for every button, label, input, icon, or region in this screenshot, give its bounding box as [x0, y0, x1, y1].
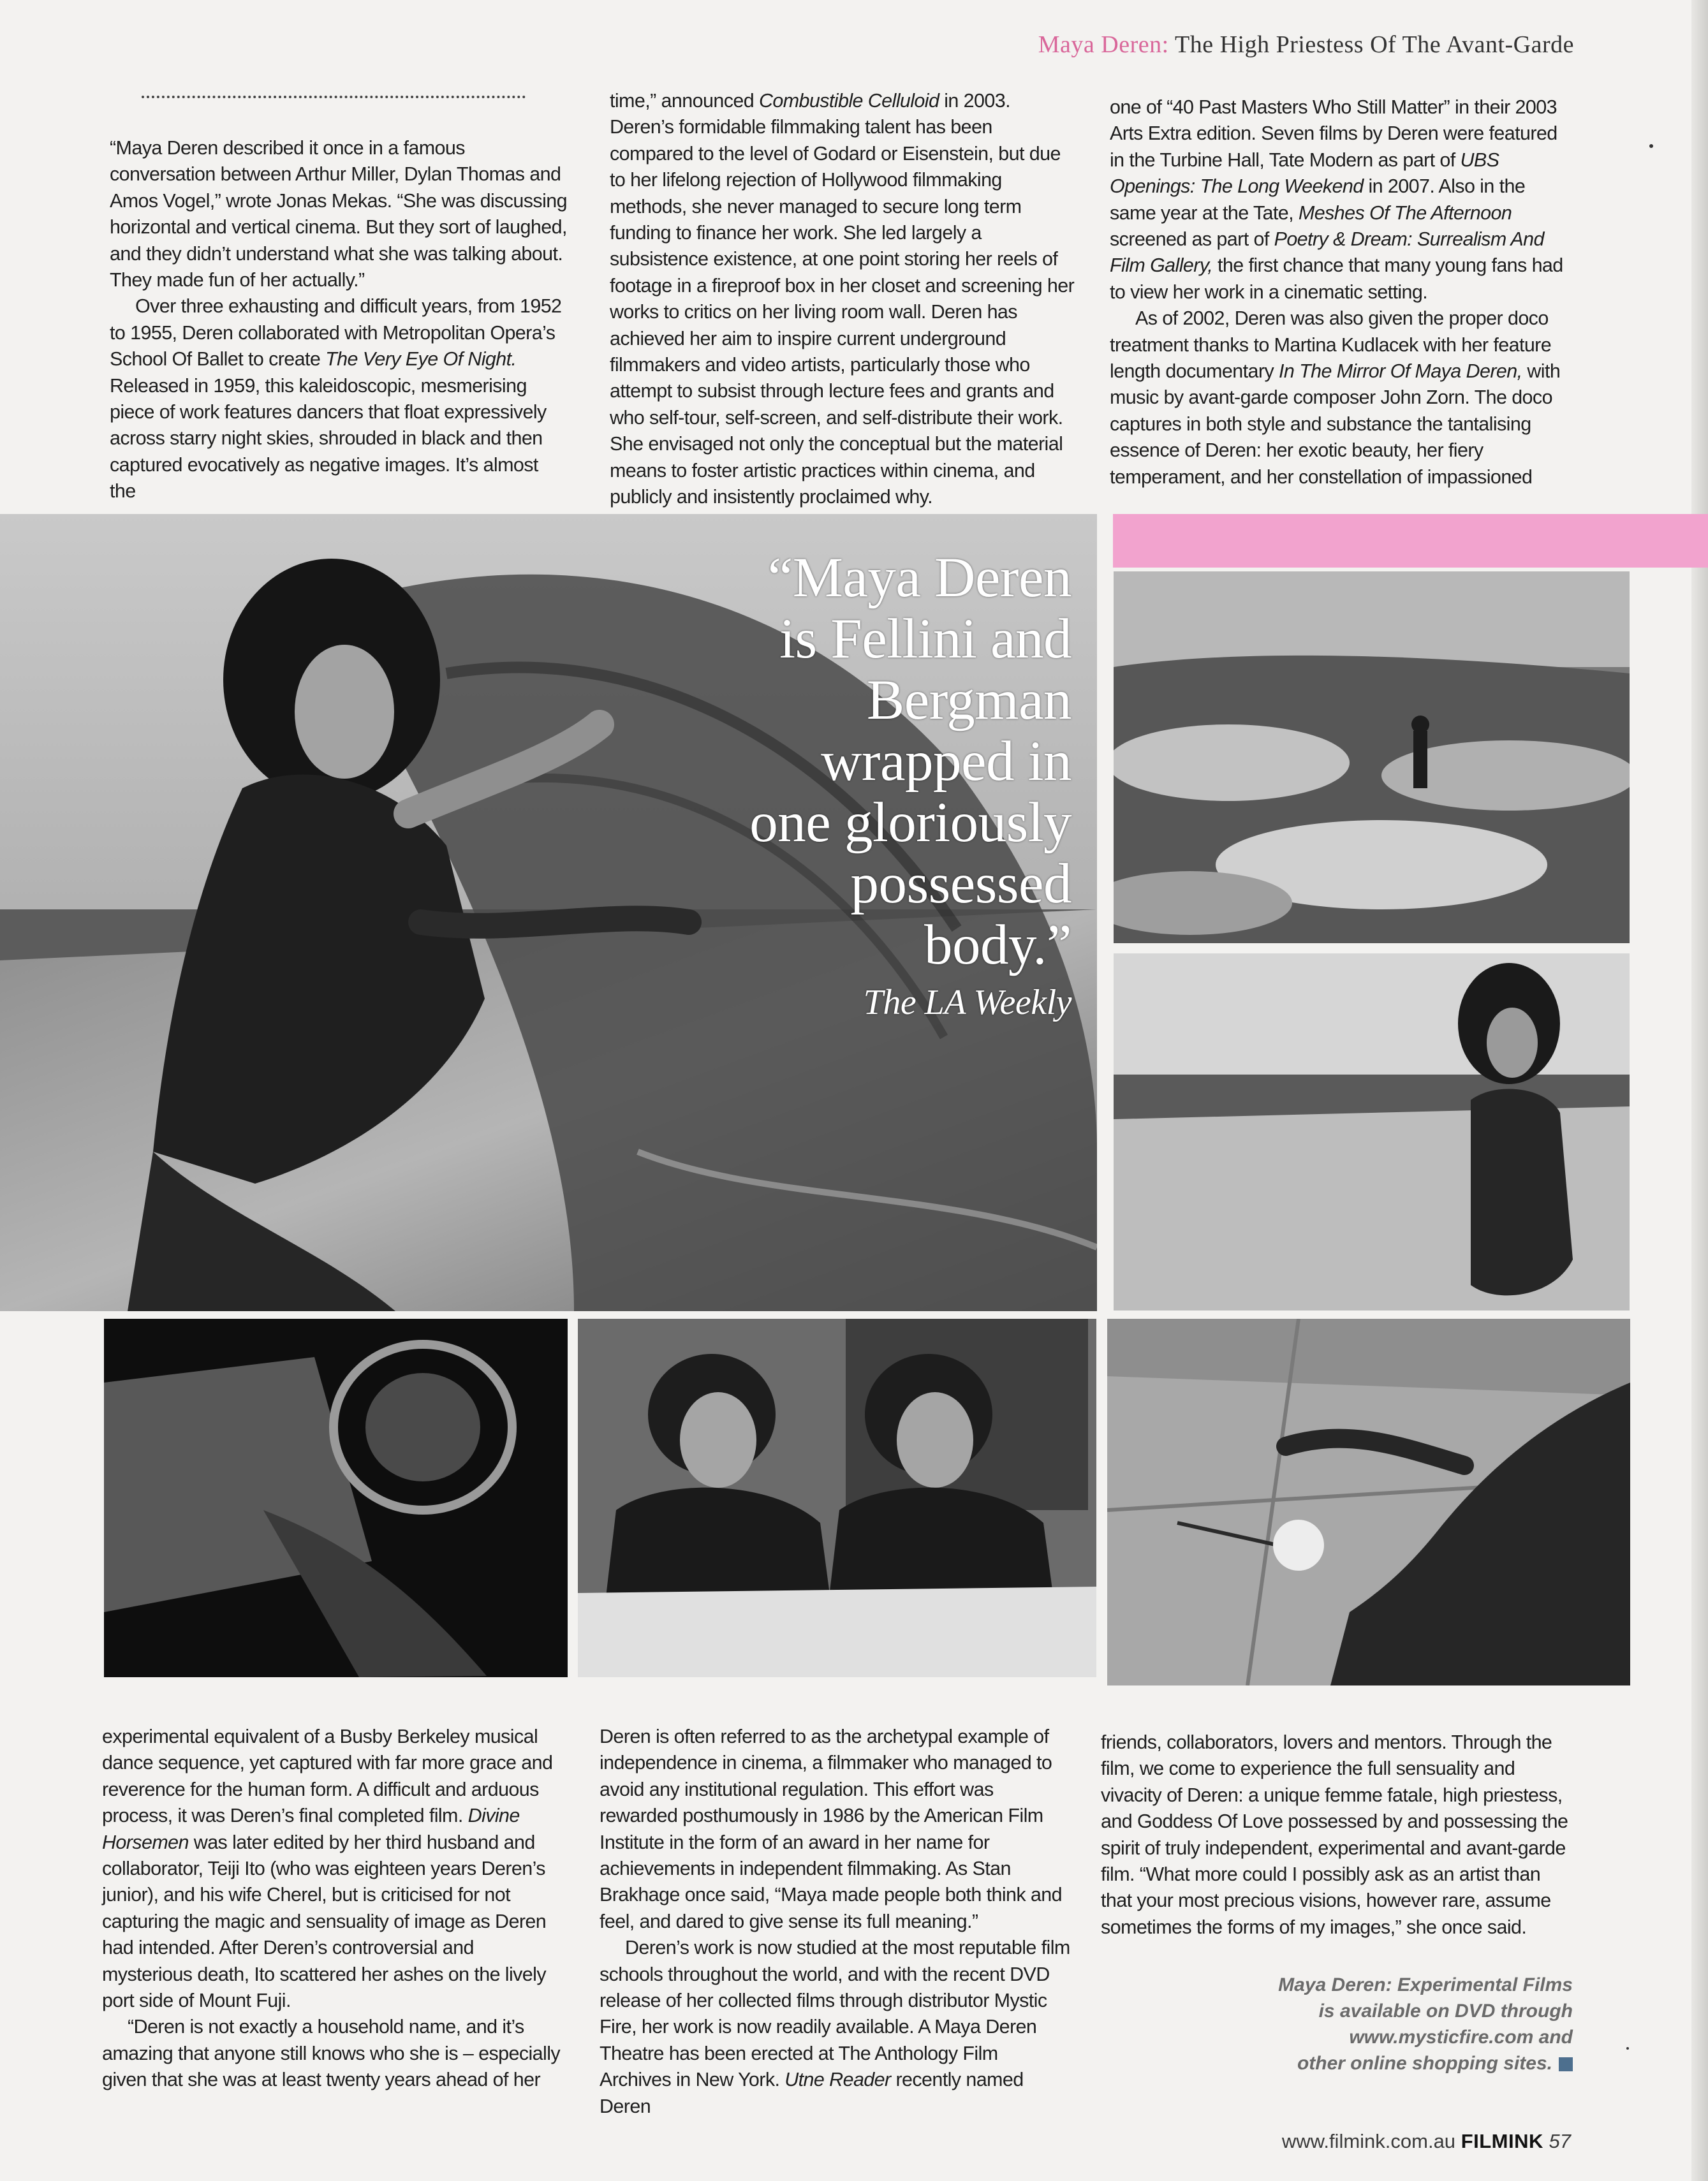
- text-run: “Deren is not exactly a household name, and it’s amazing that anyone still knows who she is – especially given that she was at least twenty years ahead of her: [102, 2016, 561, 2091]
- photo-veiled-figure: [104, 1319, 568, 1677]
- film-title: The Very Eye Of Night.: [325, 348, 517, 371]
- note-line: www.mysticfire.com and: [1349, 2027, 1573, 2048]
- exhibition-title: UBS Openings: The Long Weekend: [1110, 149, 1499, 198]
- text-run: in 2003. Deren’s formidable filmmaking talent has been compared to the level of Godard or Eisenstein, but due to her lifelong rejection of Hollywood filmmaking methods, she never managed to secure long term funding to finance her work. She led largely a subsistence existence, at one point storing her reels of footage in a fireproof box in her closet and screening her works to critics on her living room wall. Deren has achieved her aim to inspire current underground filmmakers and video artists, particularly those who attempt to subsist through lecture fees and grants and who self-tour, self-screen, and self-distribute their work. She envisaged not only the conceptual but the material means to foster artistic practices within cinema, and publicly and insistently proclaimed why.: [610, 90, 1075, 508]
- print-speck: [1649, 144, 1653, 148]
- paragraph: [1110, 94, 1575, 305]
- film-title: In The Mirror Of Maya Deren,: [1278, 360, 1522, 383]
- text-run: experimental equivalent of a Busby Berkeley musical dance sequence, yet captured with far more grace and reverence for the human form. A difficult and arduous process, it was Deren’s final completed film.: [102, 1726, 553, 1827]
- paragraph: [600, 1935, 1071, 2120]
- page-edge: [1691, 0, 1708, 2181]
- dvd-availability-note: [1216, 1972, 1573, 2076]
- film-title: Meshes Of The Afternoon: [1298, 202, 1512, 224]
- text-run: recently named Deren: [600, 2069, 1024, 2117]
- text-run: screened as part of: [1110, 228, 1274, 251]
- text-run: “Maya Deren described it once in a famous conversation between Arthur Miller, Dylan Thomas and Amos Vogel,” wrote Jonas Mekas. “She was discussing horizontal and vertical cinema. But they sort of laughed, and they didn’t understand what she was talking about. They made fun of her actually.”: [110, 137, 567, 291]
- text-run: As of 2002, Deren was also given the proper doco treatment thanks to Martina Kudlacek with her feature length documentary: [1110, 307, 1552, 383]
- quote-line: is Fellini and: [779, 608, 1071, 670]
- quote-line: Bergman: [866, 669, 1071, 731]
- header-name: Maya Deren:: [1038, 31, 1169, 58]
- article-column-bottom-1: [102, 1724, 561, 2094]
- accent-band: [1113, 514, 1708, 568]
- pull-quote: [663, 547, 1071, 1025]
- text-run: one of “40 Past Masters Who Still Matter” in their 2003 Arts Extra edition. Seven films by Deren were featured in the Turbine Hall, Tate Modern as part of: [1110, 96, 1557, 171]
- paragraph: [610, 88, 1075, 511]
- page-footer: [1282, 2130, 1571, 2153]
- film-title: Divine Horsemen: [102, 1805, 520, 1853]
- article-column-bottom-2: [600, 1724, 1071, 2120]
- text-run: was later edited by her third husband and collaborator, Teiji Ito (who was eighteen years Deren’s junior), and his wife Cherel, but is criticised for not capturing the magic and sensuality of image as Deren had intended. After Deren’s controversial and mysterious death, Ito scattered her ashes on the lively port side of Mount Fuji.: [102, 1831, 547, 2012]
- text-run: time,” announced: [610, 90, 759, 112]
- text-run: in 2007. Also in the same year at the Tate,: [1110, 175, 1526, 224]
- paragraph: [1110, 305, 1575, 490]
- print-speck: [1626, 2047, 1629, 2050]
- text-run: with music by avant-garde composer John Zorn. The doco captures in both style and substance the tantalising essence of Deren: her exotic beauty, her fiery temperament, and her constellation of impassioned: [1110, 360, 1561, 488]
- text-run: friends, collaborators, lovers and mentors. Through the film, we come to experience the full sensuality and vivacity of Deren: a unique femme fatale, high priestess, and Goddess Of Love possessed by and possessing the spirit of truly independent, experimental and avant-garde film. “What more could I possibly ask as an artist than that your most precious visions, however rare, assume sometimes the forms of my images,” she once said.: [1101, 1731, 1568, 1938]
- photo-rocks-water-figure: [1114, 571, 1630, 943]
- quote-line: wrapped in: [821, 730, 1071, 793]
- note-line: is available on DVD through: [1318, 2001, 1573, 2022]
- exhibition-title: Poetry & Dream: Surrealism And Film Gallery,: [1110, 228, 1544, 277]
- dotted-divider: [142, 96, 526, 98]
- header-subtitle: The High Priestess Of The Avant-Garde: [1175, 31, 1574, 58]
- paragraph: [1101, 1729, 1573, 1941]
- paragraph: [600, 1724, 1071, 1935]
- text-run: Deren is often referred to as the archetypal example of independence in cinema, a filmmaker who managed to avoid any institutional regulation. This effort was rewarded posthumously in 1986 by the American Film Institute in the form of an award in her name for achievements in independent filmmaking. As Stan Brakhage once said, “Maya made people both think and feel, and dared to give sense its full meaning.”: [600, 1726, 1063, 1932]
- paragraph: [110, 293, 569, 504]
- article-column-bottom-3: [1101, 1729, 1573, 1941]
- quote-line: “Maya Deren: [767, 547, 1071, 609]
- note-line: Maya Deren: Experimental Films: [1278, 1974, 1573, 1995]
- end-mark-square-icon: [1559, 2057, 1573, 2071]
- article-column-top-2: [610, 88, 1075, 511]
- quote-attribution: The LA Weekly: [863, 983, 1071, 1022]
- quote-line: body.”: [924, 914, 1071, 976]
- text-run: Released in 1959, this kaleidoscopic, mesmerising piece of work features dancers that float expressively across starry night skies, shrouded in black and then captured evocatively as negative images. It’s almost the: [110, 374, 547, 503]
- paragraph: [102, 1724, 561, 2014]
- page-number: 57: [1549, 2130, 1571, 2152]
- running-header: [1038, 31, 1574, 59]
- text-run: the first chance that many young fans had to view her work in a cinematic setting.: [1110, 254, 1563, 303]
- photo-two-women-table: [578, 1319, 1096, 1677]
- publication-title: Utne Reader: [784, 2069, 891, 2091]
- text-run: Deren’s work is now studied at the most reputable film schools throughout the world, and with the recent DVD release of her collected films through distributor Mystic Fire, her work is now readily available. A Maya Deren Theatre has been erected at The Anthology Film Archives in New York.: [600, 1937, 1070, 2091]
- text-run: Over three exhausting and difficult years, from 1952 to 1955, Deren collaborated with Metropolitan Opera’s School Of Ballet to create: [110, 295, 562, 371]
- article-column-top-1: [110, 135, 569, 505]
- article-column-top-3: [1110, 94, 1575, 490]
- photo-shadow-flower: [1107, 1319, 1630, 1685]
- paragraph: [110, 135, 569, 293]
- publication-title: Combustible Celluloid: [758, 90, 939, 112]
- paragraph: [102, 2014, 561, 2093]
- quote-line: possessed: [850, 853, 1071, 915]
- photo-woman-on-beach: [1114, 953, 1630, 1311]
- footer-url: www.filmink.com.au: [1281, 2130, 1456, 2152]
- note-line: other online shopping sites.: [1297, 2053, 1552, 2074]
- footer-brand-logo: FILMINK: [1461, 2130, 1543, 2152]
- quote-line: one gloriously: [749, 791, 1071, 854]
